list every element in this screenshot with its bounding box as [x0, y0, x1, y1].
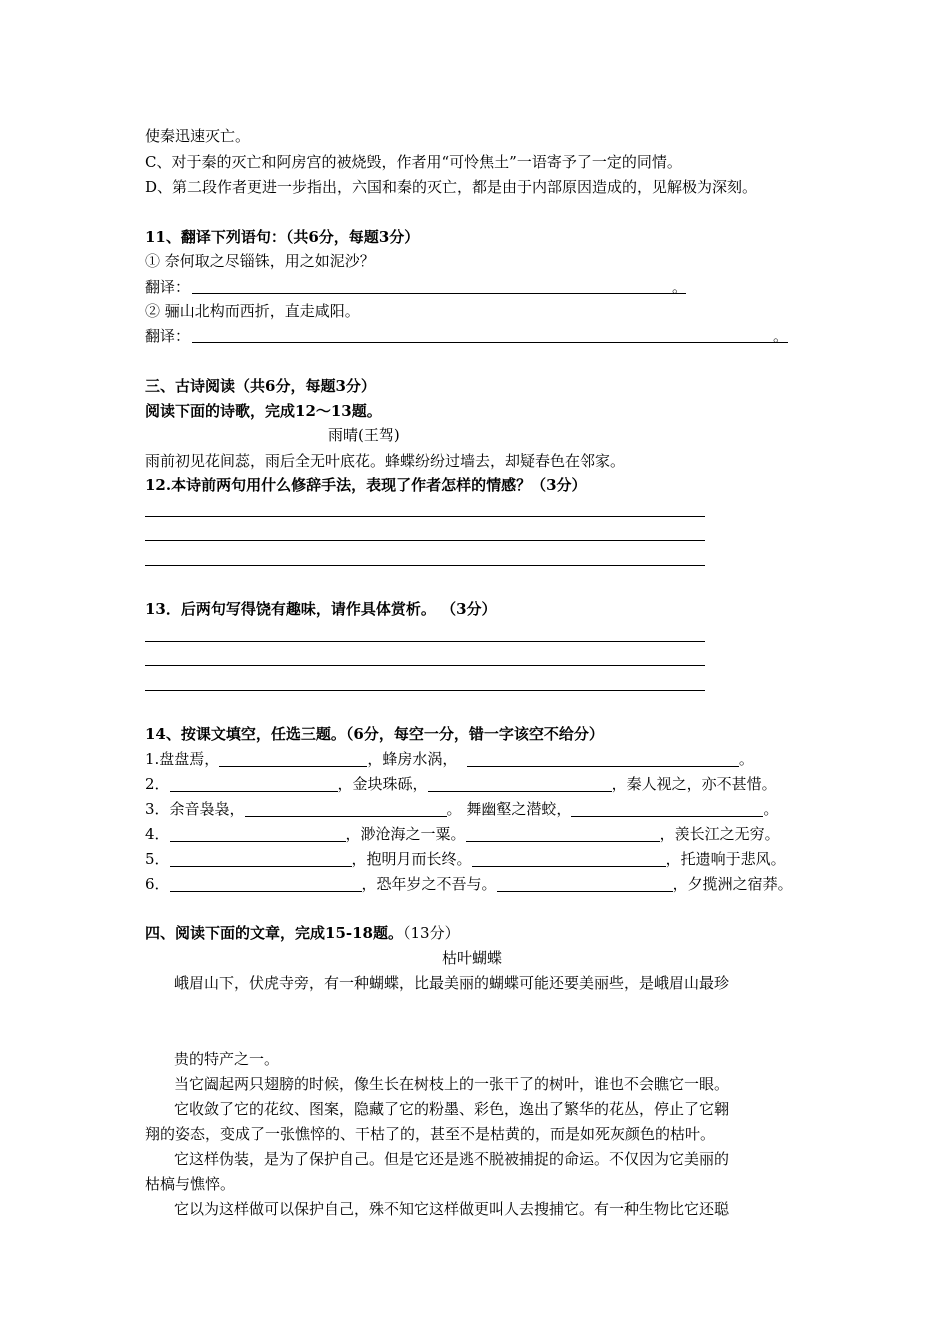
q14-line-1-text-b: ，蜂房水涡， [367, 750, 458, 768]
q14-line-1-text-a: 1.盘盘焉， [145, 750, 220, 768]
q14-blank-6b[interactable] [497, 875, 673, 892]
q14-line-6 [145, 873, 793, 895]
q11-title: 11、翻译下列语句：（共6分，每题3分） [145, 228, 420, 246]
q14-line-1-text-c: 。 [738, 750, 754, 768]
poem-title: 雨晴(王驾) [328, 426, 400, 444]
q11-answer-end-1: 。 [672, 278, 688, 296]
q11-sentence-1: ① 奈何取之尽锱铢，用之如泥沙？ [145, 252, 375, 270]
q14-blank-2a[interactable] [170, 775, 338, 792]
q14-blank-3a[interactable] [245, 800, 447, 817]
q13-answer-line-1[interactable] [145, 641, 705, 642]
poem-text: 雨前初见花间蕊，雨后全无叶底花。蜂蝶纷纷过墙去，却疑春色在邻家。 [145, 452, 626, 470]
q14-blank-2b[interactable] [428, 775, 612, 792]
q14-line-3 [145, 798, 778, 820]
q10-option-c: C、对于秦的灭亡和阿房宫的被烧毁，作者用“可怜焦土”一语寄予了一定的同情。 [145, 153, 682, 171]
section3-instruction: 阅读下面的诗歌，完成12～13题。 [145, 402, 382, 420]
article-paragraph-1: 峨眉山下，伏虎寺旁，有一种蝴蝶，比最美丽的蝴蝶可能还要美丽些，是峨眉山最珍 [174, 974, 730, 992]
q10-option-b-cont: 使秦迅速灭亡。 [145, 127, 251, 145]
q14-blank-5a[interactable] [170, 850, 352, 867]
q14-blank-4b[interactable] [466, 825, 660, 842]
q14-line-6-text-a: 6． [145, 875, 170, 893]
q14-title: 14、按课文填空，任选三题。（6分，每空一分，错一字该空不给分） [145, 725, 604, 743]
q13-answer-line-2[interactable] [145, 665, 705, 666]
section3-title: 三、古诗阅读（共6分，每题3分） [145, 377, 376, 395]
q10-option-d: D、第二段作者更进一步指出，六国和秦的灭亡，都是由于内部原因造成的，见解极为深刻。 [145, 178, 758, 196]
section4-title: 四、阅读下面的文章，完成15-18题。 [145, 924, 403, 942]
article-paragraph-3a: 它收敛了它的花纹、图案，隐藏了它的粉墨、彩色，逸出了繁华的花丛，停止了它翱 [174, 1100, 730, 1118]
q13-prompt: 13．后两句写得饶有趣味，请作具体赏析。 （3分） [145, 600, 497, 618]
q13-answer-line-3[interactable] [145, 690, 705, 691]
q14-line-2-text-a: 2． [145, 775, 170, 793]
q14-line-4-text-a: 4． [145, 825, 170, 843]
article-paragraph-4a: 它这样伪装，是为了保护自己。但是它还是逃不脱被捕捉的命运。不仅因为它美丽的 [174, 1150, 730, 1168]
q14-blank-1b[interactable] [467, 750, 739, 767]
q14-line-1 [145, 748, 754, 770]
article-paragraph-4b: 枯槁与憔悴。 [145, 1175, 236, 1193]
article-paragraph-5: 它以为这样做可以保护自己，殊不知它这样做更叫人去搜捕它。有一种生物比它还聪 [174, 1200, 730, 1218]
article-paragraph-2: 当它阖起两只翅膀的时候，像生长在树枝上的一张干了的树叶，谁也不会瞧它一眼。 [174, 1075, 730, 1093]
q14-line-6-text-b: ，恐年岁之不吾与。 [361, 875, 497, 893]
q11-translate-label-1: 翻译： [145, 278, 191, 296]
q14-line-2-text-b: ，金块珠砾， [337, 775, 428, 793]
q14-line-5-text-a: 5． [145, 850, 170, 868]
q14-line-5-text-b: ，抱明月而长终。 [351, 850, 472, 868]
q14-line-3-text-c: 。 [763, 800, 779, 818]
q14-line-4-text-b: ，渺沧海之一粟。 [345, 825, 466, 843]
q14-line-6-text-c: ，夕揽洲之宿莽。 [672, 875, 793, 893]
q11-answer-end-2: 。 [773, 327, 789, 345]
section4-heading [145, 922, 460, 944]
q11-translate-label-2: 翻译： [145, 327, 191, 345]
q14-line-2 [145, 773, 777, 795]
article-title: 枯叶蝴蝶 [442, 949, 503, 967]
q12-answer-line-1[interactable] [145, 516, 705, 517]
q14-blank-4a[interactable] [170, 825, 346, 842]
q14-line-3-text-b: 。 舞幽壑之潜蛟， [446, 800, 572, 818]
q14-blank-6a[interactable] [170, 875, 362, 892]
q14-blank-3b[interactable] [571, 800, 763, 817]
article-paragraph-1-cont: 贵的特产之一。 [174, 1050, 280, 1068]
q11-sentence-2: ② 骊山北构而西折，直走咸阳。 [145, 302, 360, 320]
q12-answer-line-2[interactable] [145, 540, 705, 541]
q14-line-2-text-c: ，秦人视之，亦不甚惜。 [611, 775, 777, 793]
section4-score: （13分） [402, 924, 460, 942]
q11-answer-line-1[interactable] [192, 293, 686, 294]
article-paragraph-3b: 翔的姿态，变成了一张憔悴的、干枯了的，甚至不是枯黄的，而是如死灰颜色的枯叶。 [145, 1125, 716, 1143]
q12-answer-line-3[interactable] [145, 565, 705, 566]
q14-line-4-text-c: ，羡长江之无穷。 [659, 825, 780, 843]
q14-line-5 [145, 848, 786, 870]
q14-line-5-text-c: ，托遗响于悲风。 [665, 850, 786, 868]
q12-prompt: 12.本诗前两句用什么修辞手法，表现了作者怎样的情感？（3分） [145, 476, 587, 494]
q14-blank-5b[interactable] [472, 850, 666, 867]
q14-line-3-text-a: 3．余音袅袅， [145, 800, 245, 818]
q14-line-4 [145, 823, 780, 845]
q11-answer-line-2[interactable] [192, 342, 788, 343]
q14-blank-1a[interactable] [219, 750, 367, 767]
